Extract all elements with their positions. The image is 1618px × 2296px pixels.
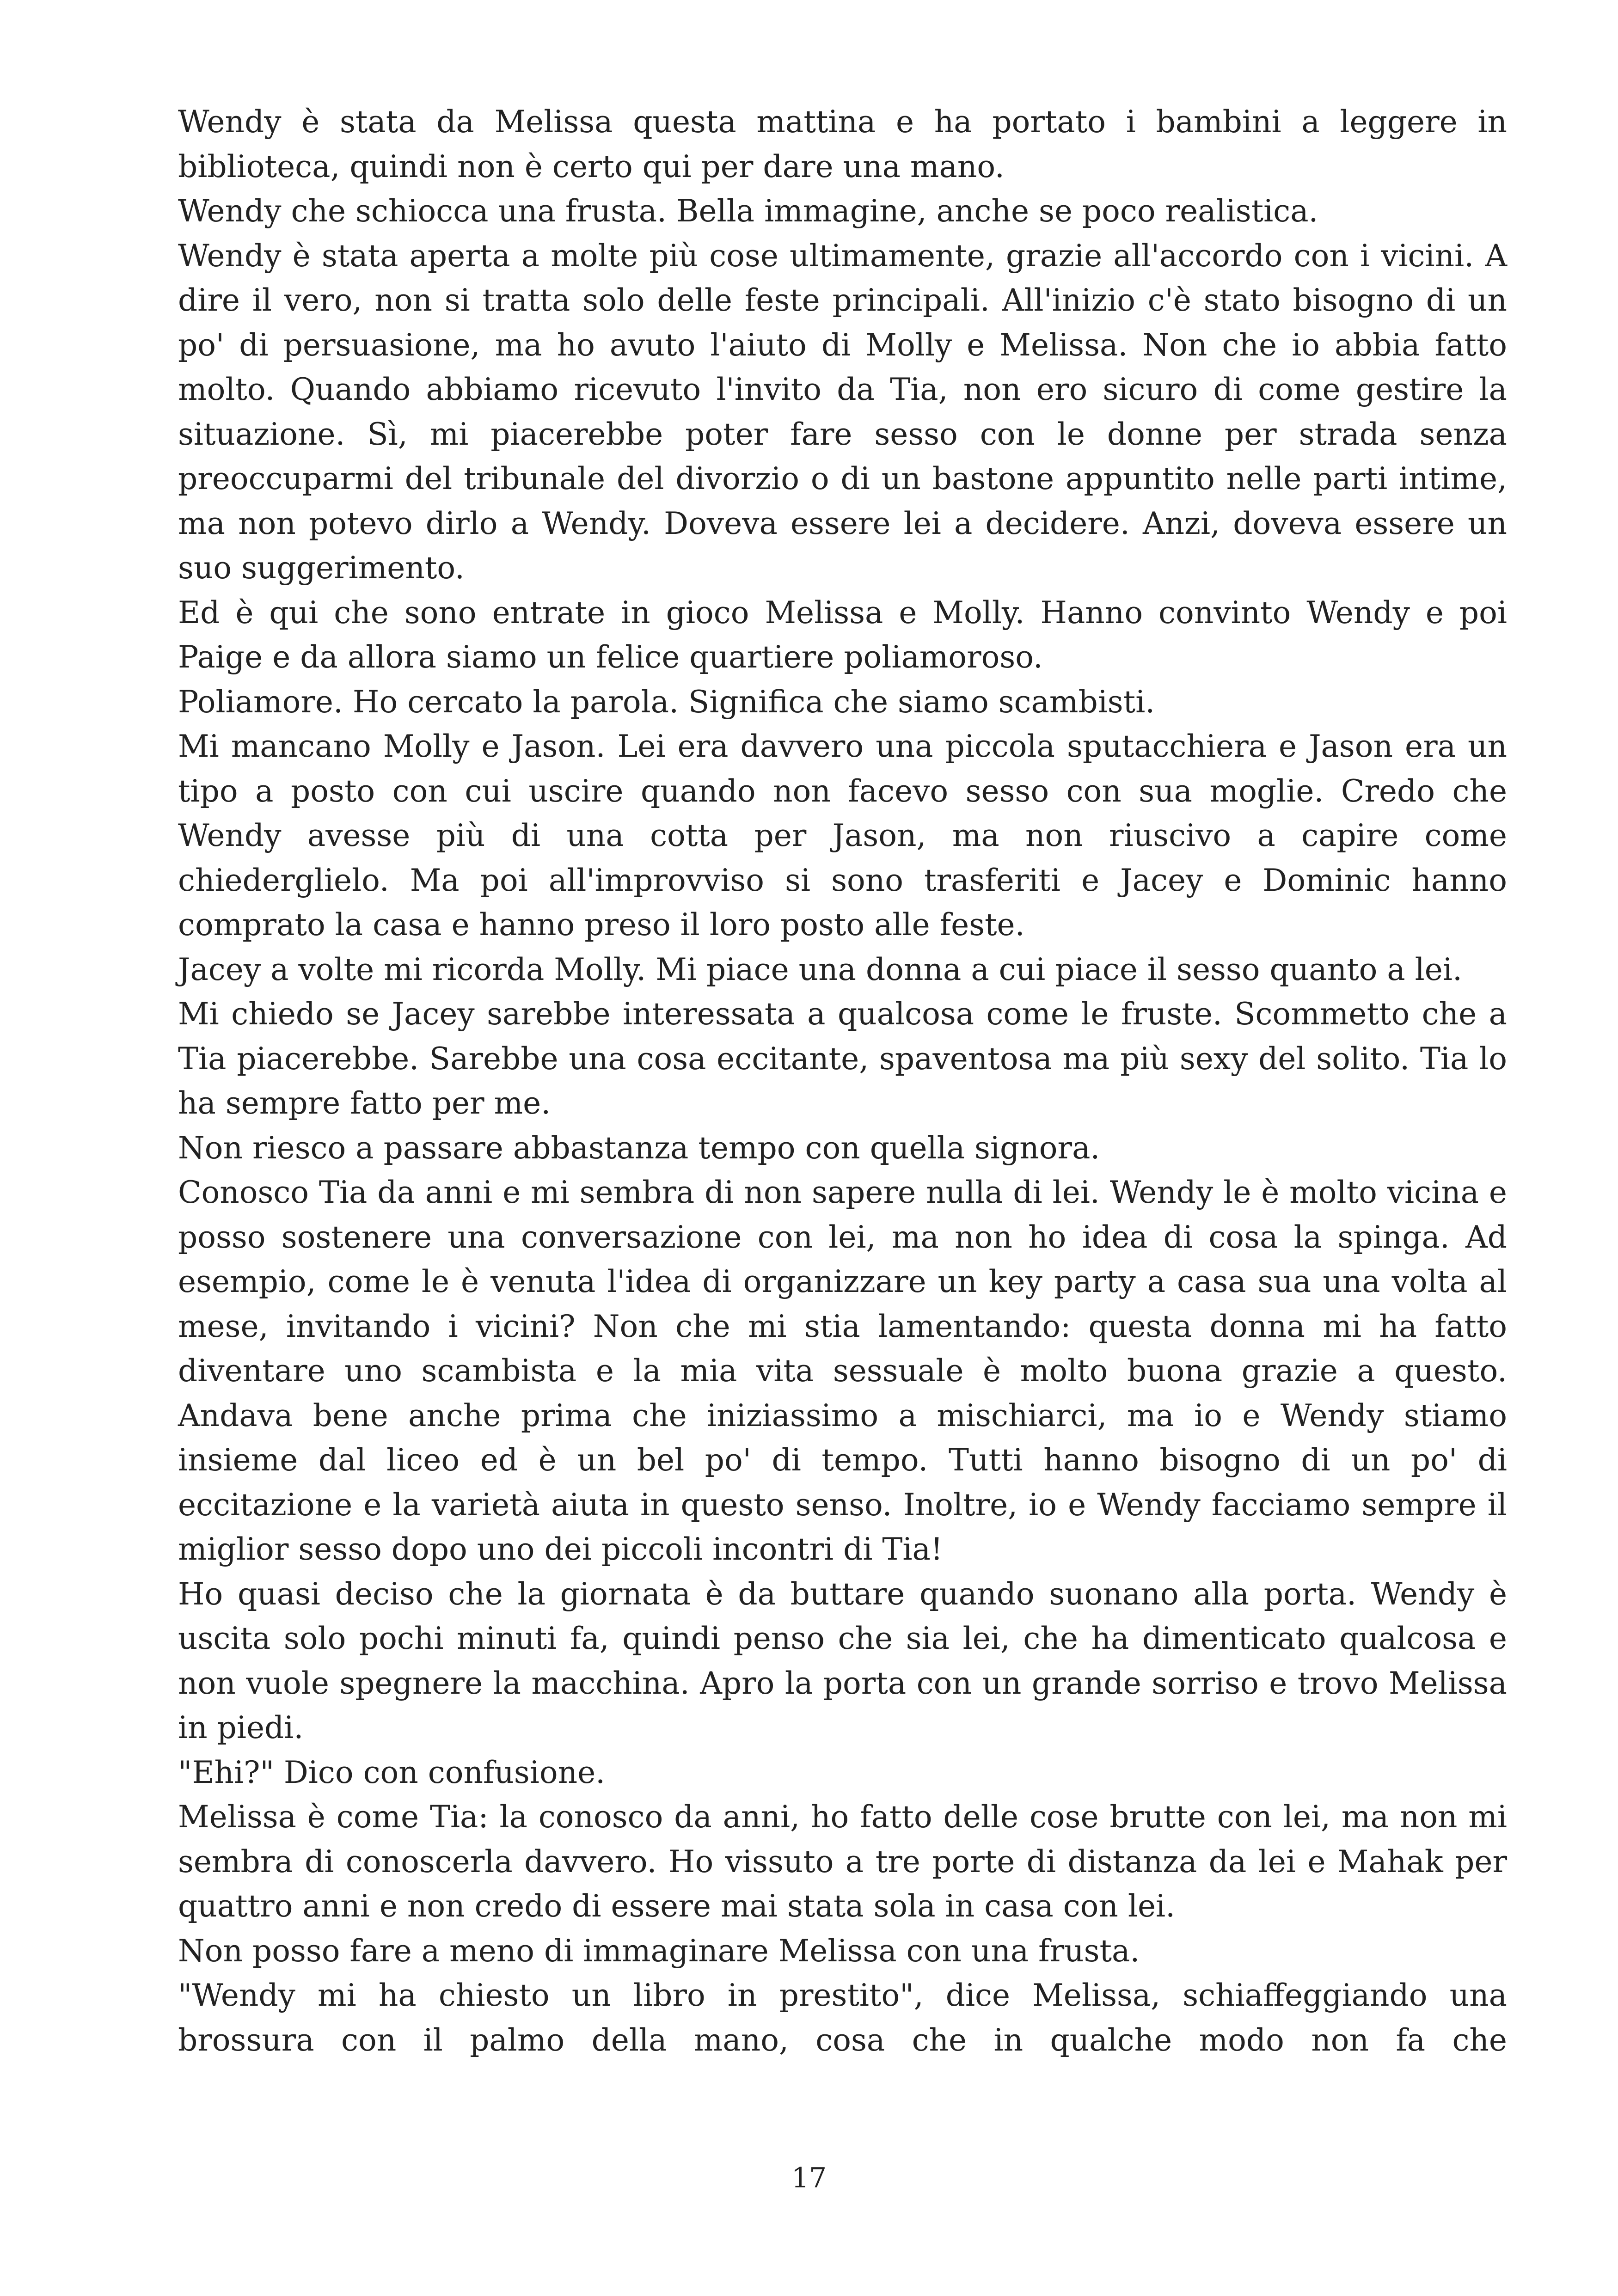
paragraph: Conosco Tia da anni e mi sembra di non sapere nulla di lei. Wendy le è molto vicina e posso sostenere una conversazione con lei, ma non ho idea di cosa la spinga. Ad esempio, come le è venuta l'idea di organizzare un key party a casa sua una volta al mese, invitando i vicini? Non che mi stia lamentando: questa donna mi ha fatto diventare uno scambista e la mia vita sessuale è molto buona grazie a questo. Andava bene anche prima che iniziassimo a mischiarci, ma io e Wendy stiamo insieme dal liceo ed è un bel po' di tempo. Tutti hanno bisogno di un po' di eccitazione e la varietà aiuta in questo senso. Inoltre, io e Wendy facciamo sempre il miglior sesso dopo uno dei piccoli incontri di Tia! <box>178 1175 1507 1567</box>
paragraph: Non riesco a passare abbastanza tempo con quella signora. <box>178 1130 1100 1166</box>
paragraph: Mi mancano Molly e Jason. Lei era davvero una piccola sputacchiera e Jason era un tipo a posto con cui uscire quando non facevo sesso con sua moglie. Credo che Wendy avesse più di una cotta per Jason, ma non riuscivo a capire come chiederglielo. Ma poi all'improvviso si sono trasferiti e Jacey e Dominic hanno comprato la casa e hanno preso il loro posto alle feste. <box>178 729 1507 943</box>
paragraph: Wendy è stata da Melissa questa mattina e ha portato i bambini a leggere in biblioteca, quindi non è certo qui per dare una mano. <box>178 104 1507 184</box>
paragraph: Mi chiedo se Jacey sarebbe interessata a qualcosa come le fruste. Scommetto che a Tia piacerebbe. Sarebbe una cosa eccitante, spaventosa ma più sexy del solito. Tia lo ha sempre fatto per me. <box>178 996 1507 1121</box>
paragraph-continued: "Wendy mi ha chiesto un libro in prestito", dice Melissa, schiaffeggiando una brossura con il palmo della mano, cosa che in qualche modo non fa che <box>178 1978 1507 2058</box>
paragraph: Poliamore. Ho cercato la parola. Significa che siamo scambisti. <box>178 684 1155 720</box>
paragraph: Melissa è come Tia: la conosco da anni, ho fatto delle cose brutte con lei, ma non mi sembra di conoscerla davvero. Ho vissuto a tre porte di distanza da lei e Mahak per quattro anni e non credo di essere mai stata sola in casa con lei. <box>178 1799 1507 1924</box>
body-text <box>178 100 1507 2063</box>
paragraph: Ho quasi deciso che la giornata è da buttare quando suonano alla porta. Wendy è uscita solo pochi minuti fa, quindi penso che sia lei, che ha dimenticato qualcosa e non vuole spegnere la macchina. Apro la porta con un grande sorriso e trovo Melissa in piedi. <box>178 1576 1507 1745</box>
paragraph: Wendy che schiocca una frusta. Bella immagine, anche se poco realistica. <box>178 193 1318 229</box>
paragraph: Wendy è stata aperta a molte più cose ultimamente, grazie all'accordo con i vicini. A dire il vero, non si tratta solo delle feste principali. All'inizio c'è stato bisogno di un po' di persuasione, ma ho avuto l'aiuto di Molly e Melissa. Non che io abbia fatto molto. Quando abbiamo ricevuto l'invito da Tia, non ero sicuro di come gestire la situazione. Sì, mi piacerebbe poter fare sesso con le donne per strada senza preoccuparmi del tribunale del divorzio o di un bastone appuntito nelle parti intime, ma non potevo dirlo a Wendy. Doveva essere lei a decidere. Anzi, doveva essere un suo suggerimento. <box>178 238 1507 586</box>
paragraph: Jacey a volte mi ricorda Molly. Mi piace una donna a cui piace il sesso quanto a lei. <box>178 951 1462 987</box>
paragraph: "Ehi?" Dico con confusione. <box>178 1754 606 1790</box>
paragraph: Non posso fare a meno di immaginare Melissa con una frusta. <box>178 1933 1140 1969</box>
paragraph: Ed è qui che sono entrate in gioco Melissa e Molly. Hanno convinto Wendy e poi Paige e da allora siamo un felice quartiere poliamoroso. <box>178 594 1507 675</box>
page-number: 17 <box>791 2162 827 2194</box>
